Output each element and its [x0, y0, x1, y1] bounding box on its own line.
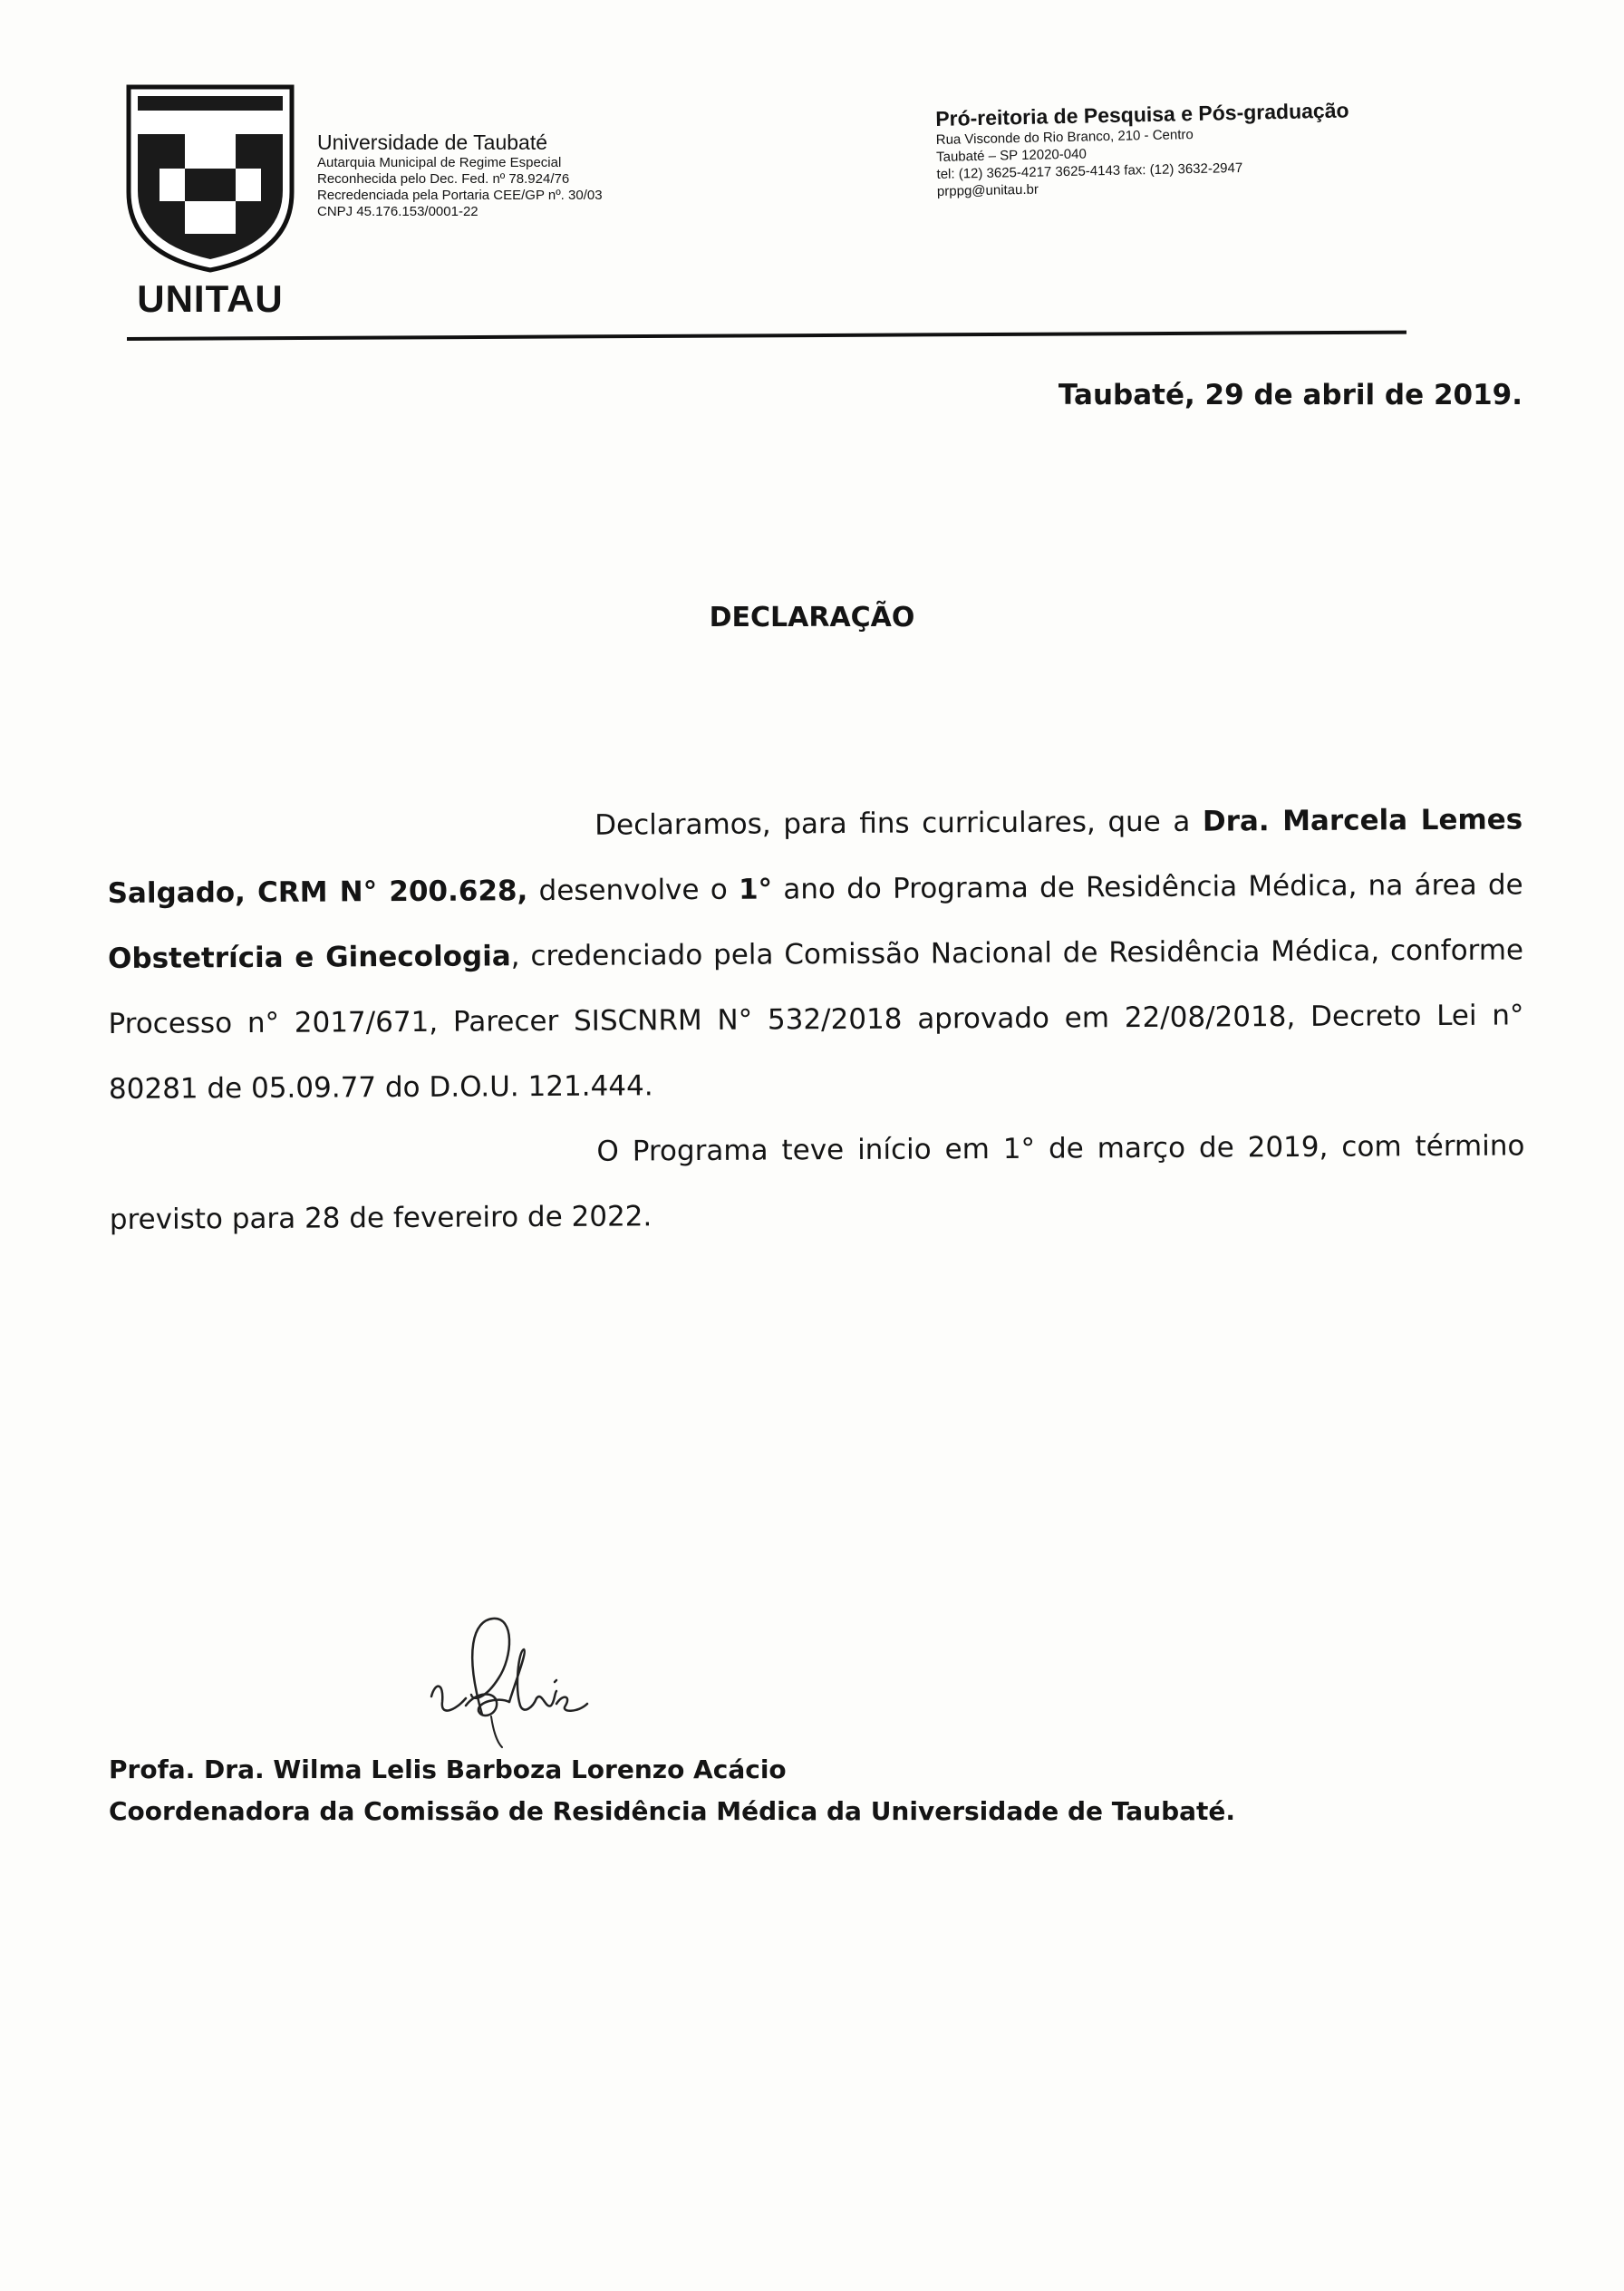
department-line: Rua Visconde do Rio Branco, 210 - Centro — [935, 127, 1194, 148]
signatory-name: Profa. Dra. Wilma Lelis Barboza Lorenzo Acácio — [109, 1754, 787, 1784]
signatory-title: Coordenadora da Comissão de Residência Médica da Universidade de Taubaté. — [109, 1796, 1236, 1826]
document-date: Taubaté, 29 de abril de 2019. — [1058, 379, 1522, 411]
body-run: ano do Programa de Residência Médica, na área de — [771, 868, 1523, 906]
department-name: Pró-reitoria de Pesquisa e Pós-graduação — [935, 98, 1349, 130]
body-run: desenvolve o — [527, 873, 740, 908]
body-run: Declaramos, para fins curriculares, que a — [594, 805, 1204, 842]
document-title: DECLARAÇÃO — [709, 602, 915, 633]
signature-block — [109, 1749, 1235, 1832]
declaration-paragraph-2: O Programa teve início em 1° de março de 2019, com término previsto para 28 de fevereiro de 2022. — [109, 1129, 1525, 1236]
department-line: tel: (12) 3625-4217 3625-4143 fax: (12) 3632-2947 — [936, 160, 1243, 182]
body-run-bold: Dra. Marcela Lemes Salgado, CRM N° 200.628, — [107, 803, 1523, 910]
body-run-bold: Obstetrícia e Ginecologia — [107, 940, 511, 975]
institution-info — [317, 130, 788, 220]
unitau-shield-icon — [125, 83, 295, 274]
institution-line: Reconhecida pelo Dec. Fed. nº 78.924/76 — [317, 171, 570, 187]
institution-name: Universidade de Taubaté — [317, 130, 548, 154]
institution-line: CNPJ 45.176.153/0001-22 — [317, 204, 478, 219]
body-run: , credenciado pela Comissão Nacional de Residência Médica, conforme Processo n° 2017/671, Parecer SISCNRM N° 532/2018 aprovado em 22/08/2018, Decreto Lei n° 80281 de 05.09.77 do D.O.U. 121.444. — [108, 933, 1524, 1106]
header-divider — [127, 331, 1406, 341]
declaration-paragraph-1 — [107, 787, 1524, 1122]
institution-line: Recredenciada pela Portaria CEE/GP nº. 30/03 — [317, 188, 603, 203]
unitau-logo — [125, 83, 295, 321]
body-run-bold: 1° — [738, 873, 773, 906]
logo-wordmark: UNITAU — [137, 277, 284, 320]
declaration-body — [107, 787, 1525, 1252]
department-info — [935, 96, 1445, 200]
handwritten-signature — [419, 1615, 636, 1751]
department-line: Taubaté – SP 12020-040 — [935, 146, 1088, 165]
institution-line: Autarquia Municipal de Regime Especial — [317, 155, 562, 170]
department-line: prppg@unitau.br — [936, 181, 1039, 199]
